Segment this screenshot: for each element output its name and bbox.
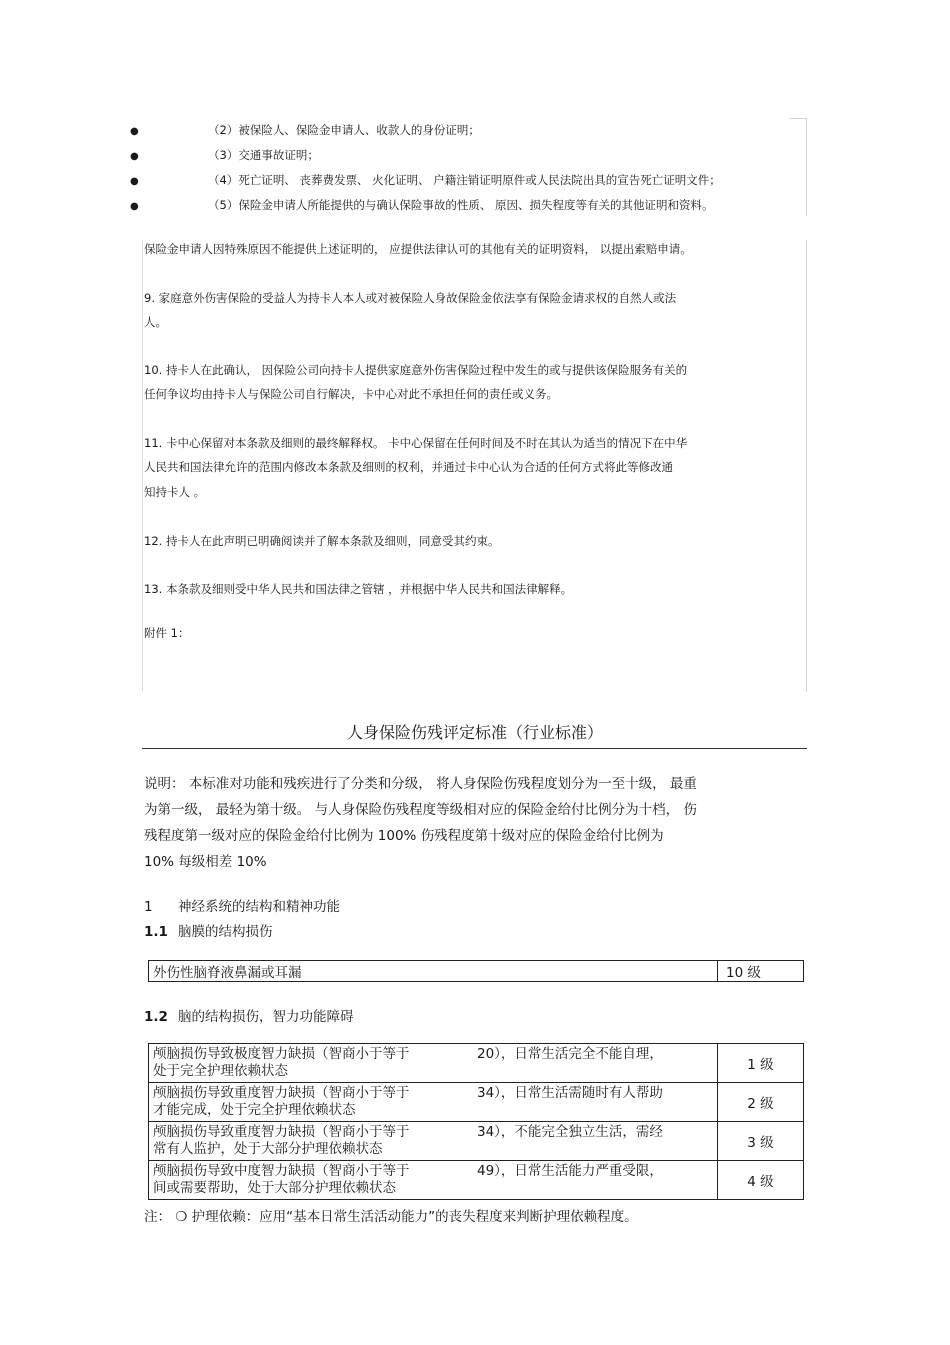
table-cell-level: 1 级 (718, 1044, 804, 1083)
table-row (149, 1044, 804, 1083)
description-part-c: 处于完全护理依赖状态 (153, 1063, 288, 1079)
table-cell-level: 2 级 (718, 1083, 804, 1122)
table-row (149, 1161, 804, 1200)
grade-table-meninges (148, 960, 804, 982)
table-cell-level: 4 级 (718, 1161, 804, 1200)
clause-11-line-1: 11. 卡中心保留对本条款及细则的最终解释权。 卡中心保留在任何时间及不时在其认为适当的情况下在中华 (144, 436, 688, 450)
description-part-c: 常有人监护，处于大部分护理依赖状态 (153, 1141, 383, 1157)
grade-table-brain (148, 1043, 804, 1200)
clause-9-line-2: 人。 (144, 315, 167, 329)
table-cell-level: 3 级 (718, 1122, 804, 1161)
attachment-label: 附件 1： (144, 626, 190, 640)
table-row (149, 1083, 804, 1122)
section-number: 1.2 (144, 1009, 168, 1025)
description-part-a: 颅脑损伤导致中度智力缺损（智商小于等于 (153, 1163, 410, 1179)
table-cell-description (149, 1044, 718, 1083)
description-part-b: 34），不能完全独立生活，需经 (477, 1124, 663, 1140)
special-reason-clause: 保险金申请人因特殊原因不能提供上述证明的， 应提供法律认可的其他有关的证明资料， 以提出索赔申请。 (144, 242, 692, 256)
section-title: 脑的结构损伤，智力功能障碍 (178, 1009, 354, 1025)
description-part-b: 20），日常生活完全不能自理， (477, 1046, 663, 1062)
description-part-a: 颅脑损伤导致重度智力缺损（智商小于等于 (153, 1124, 410, 1140)
description-part-c: 间或需要帮助，处于大部分护理依赖状态 (153, 1180, 396, 1196)
clause-11-line-2: 人民共和国法律允许的范围内修改本条款及细则的权利，并通过卡中心认为合适的任何方式将此等修改通 (144, 460, 673, 474)
table-cell-description (149, 1122, 718, 1161)
title-underline (142, 748, 807, 749)
bullet-icon: ● (130, 126, 139, 137)
explanation-line-4: 10% 每级相差 10% (144, 854, 267, 870)
explanation-paragraph (144, 771, 806, 875)
explanation-line-3: 残程度第一级对应的保险金给付比例为 100% 伤残程度第十级对应的保险金给付比例为 (144, 828, 664, 844)
footnote: 注： ❍ 护理依赖：应用“基本日常生活活动能力”的丧失程度来判断护理依赖程度。 (144, 1209, 638, 1225)
frame-line (806, 240, 807, 692)
clause-12: 12. 持卡人在此声明已明确阅读并了解本条款及细则，同意受其约束。 (144, 534, 500, 548)
clause-10-line-2: 任何争议均由持卡人与保险公司自行解决，卡中心对此不承担任何的责任或义务。 (144, 387, 558, 401)
table-cell-description (149, 1161, 718, 1200)
frame-line (790, 118, 807, 119)
explanation-line-2: 为第一级， 最轻为第十级。 与人身保险伤残程度等级相对应的保险金给付比例分为十档， 伤 (144, 802, 697, 818)
list-item-text: （5）保险金申请人所能提供的与确认保险事故的性质、 原因、损失程度等有关的其他证明和资料。 (208, 198, 714, 212)
table-cell-description (149, 1083, 718, 1122)
frame-line (142, 240, 143, 692)
bullet-icon: ● (130, 201, 139, 212)
description-part-b: 34），日常生活需随时有人帮助 (477, 1085, 663, 1101)
description-part-a: 颅脑损伤导致极度智力缺损（智商小于等于 (153, 1046, 410, 1062)
explanation-line-1: 说明： 本标准对功能和残疾进行了分类和分级， 将人身保险伤残程度划分为一至十级， 最重 (144, 776, 697, 792)
page-title: 人身保险伤残评定标准（行业标准） (346, 723, 603, 742)
section-title: 脑膜的结构损伤 (178, 924, 273, 940)
subsection-heading (144, 920, 273, 940)
frame-line (806, 118, 807, 216)
bullet-icon: ● (130, 151, 139, 162)
section-heading (144, 895, 340, 915)
subsection-heading (144, 1005, 354, 1025)
list-item-text: （3）交通事故证明； (208, 148, 319, 162)
bullet-icon: ● (130, 176, 139, 187)
table-row (149, 961, 804, 982)
table-cell-description: 外伤性脑脊液鼻漏或耳漏 (149, 961, 718, 982)
list-item-text: （2）被保险人、保险金申请人、收款人的身份证明； (208, 123, 480, 137)
table-row (149, 1122, 804, 1161)
list-item-text: （4）死亡证明、 丧葬费发票、 火化证明、 户籍注销证明原件或人民法院出具的宣告死亡证明文件； (208, 173, 721, 187)
clause-13: 13. 本条款及细则受中华人民共和国法律之管辖 ，并根据中华人民共和国法律解释。 (144, 582, 573, 596)
description-part-b: 49），日常生活能力严重受限， (477, 1163, 663, 1179)
clause-9-line-1: 9. 家庭意外伤害保险的受益人为持卡人本人或对被保险人身故保险金依法享有保险金请求权的自然人或法 (144, 291, 677, 305)
description-part-c: 才能完成，处于完全护理依赖状态 (153, 1102, 356, 1118)
description-part-a: 颅脑损伤导致重度智力缺损（智商小于等于 (153, 1085, 410, 1101)
section-title: 神经系统的结构和精神功能 (178, 899, 340, 915)
section-number: 1.1 (144, 924, 168, 940)
table-cell-level: 10 级 (718, 961, 804, 982)
clause-10-line-1: 10. 持卡人在此确认， 因保险公司向持卡人提供家庭意外伤害保险过程中发生的或与提供该保险服务有关的 (144, 363, 688, 377)
clause-11-line-3: 知持卡人 。 (144, 485, 206, 499)
section-number: 1 (144, 899, 153, 915)
